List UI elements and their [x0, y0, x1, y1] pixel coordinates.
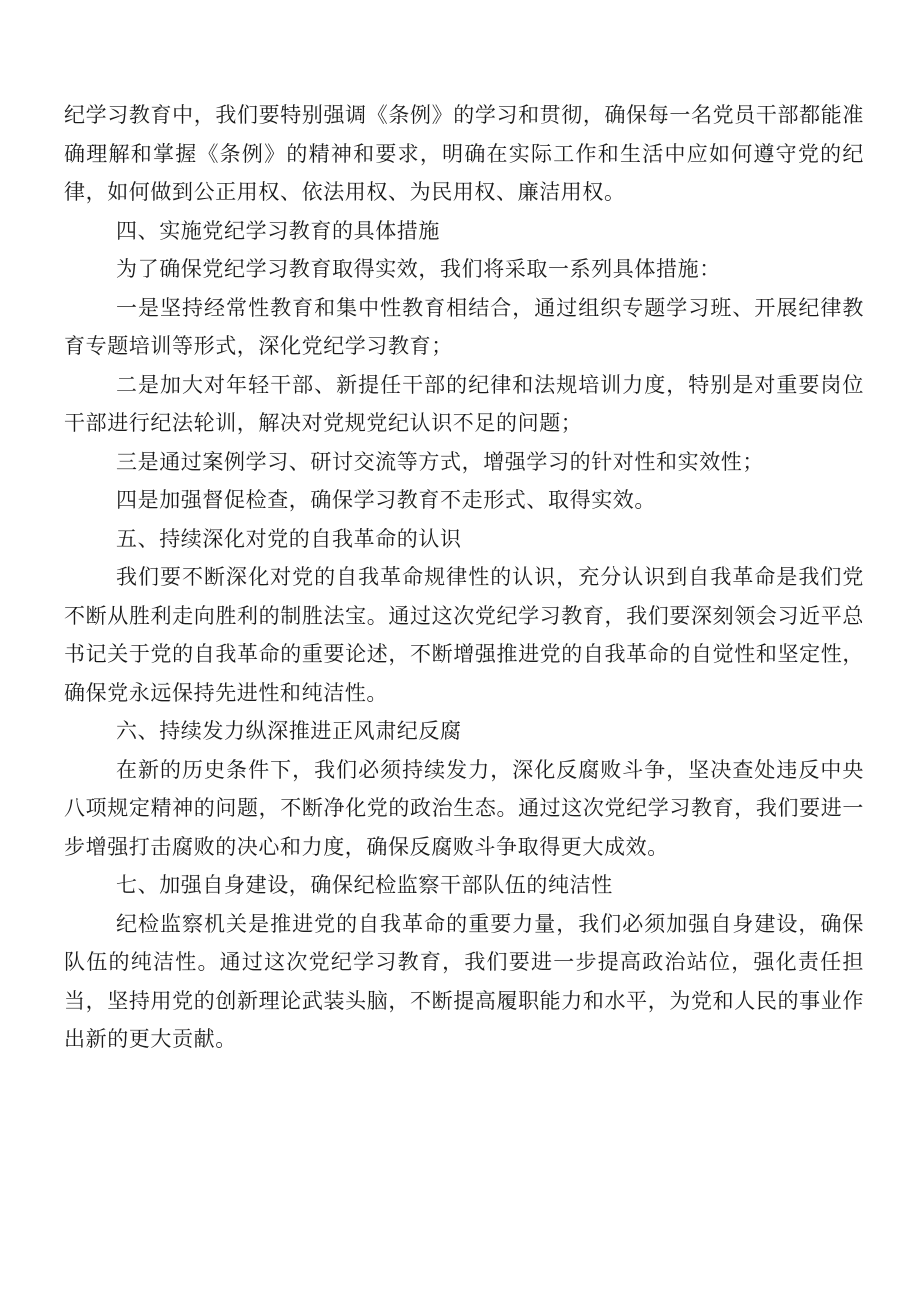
paragraph-measure-3: 三是通过案例学习、研讨交流等方式，增强学习的针对性和实效性；	[116, 449, 764, 474]
paragraph-measure-4: 四是加强督促检查，确保学习教育不走形式、取得实效。	[116, 488, 656, 512]
paragraph-section-7: 纪检监察机关是推进党的自我革命的重要力量，我们必须加强自身建设，确保队伍的纯洁性。通过这次党纪学习教育，我们要进一步提高政治站位，强化责任担当，坚持用党的创新理论武装头脑，不断提高履职能力和水平，为党和人民的事业作出新的更大贡献。	[64, 911, 864, 1051]
section-heading-6: 六、持续发力纵深推进正风肃纪反腐	[116, 719, 462, 743]
paragraph-section-5: 我们要不断深化对党的自我革命规律性的认识，充分认识到自我革命是我们党不断从胜利走向胜利的制胜法宝。通过这次党纪学习教育，我们要深刻领会习近平总书记关于党的自我革命的重要论述，不断增强推进党的自我革命的自觉性和坚定性，确保党永远保持先进性和纯洁性。	[64, 565, 864, 705]
document-body	[64, 96, 864, 1059]
paragraph-measures-intro: 为了确保党纪学习教育取得实效，我们将采取一系列具体措施：	[116, 257, 721, 281]
paragraph-measure-2: 二是加大对年轻干部、新提任干部的纪律和法规培训力度，特别是对重要岗位干部进行纪法轮训，解决对党规党纪认识不足的问题；	[64, 372, 864, 435]
paragraph-section-6: 在新的历史条件下，我们必须持续发力，深化反腐败斗争，坚决查处违反中央八项规定精神的问题，不断净化党的政治生态。通过这次党纪学习教育，我们要进一步增强打击腐败的决心和力度，确保反腐败斗争取得更大成效。	[64, 757, 864, 859]
section-heading-5: 五、持续深化对党的自我革命的认识	[116, 526, 462, 551]
section-heading-4: 四、实施党纪学习教育的具体措施	[116, 218, 440, 243]
section-heading-7: 七、加强自身建设，确保纪检监察干部队伍的纯洁性	[116, 873, 613, 897]
paragraph-continuation: 纪学习教育中，我们要特别强调《条例》的学习和贯彻，确保每一名党员干部都能准确理解和掌握《条例》的精神和要求，明确在实际工作和生活中应如何遵守党的纪律，如何做到公正用权、依法用权、为民用权、廉洁用权。	[64, 103, 864, 204]
paragraph-measure-1: 一是坚持经常性教育和集中性教育相结合，通过组织专题学习班、开展纪律教育专题培训等形式，深化党纪学习教育；	[64, 295, 864, 358]
